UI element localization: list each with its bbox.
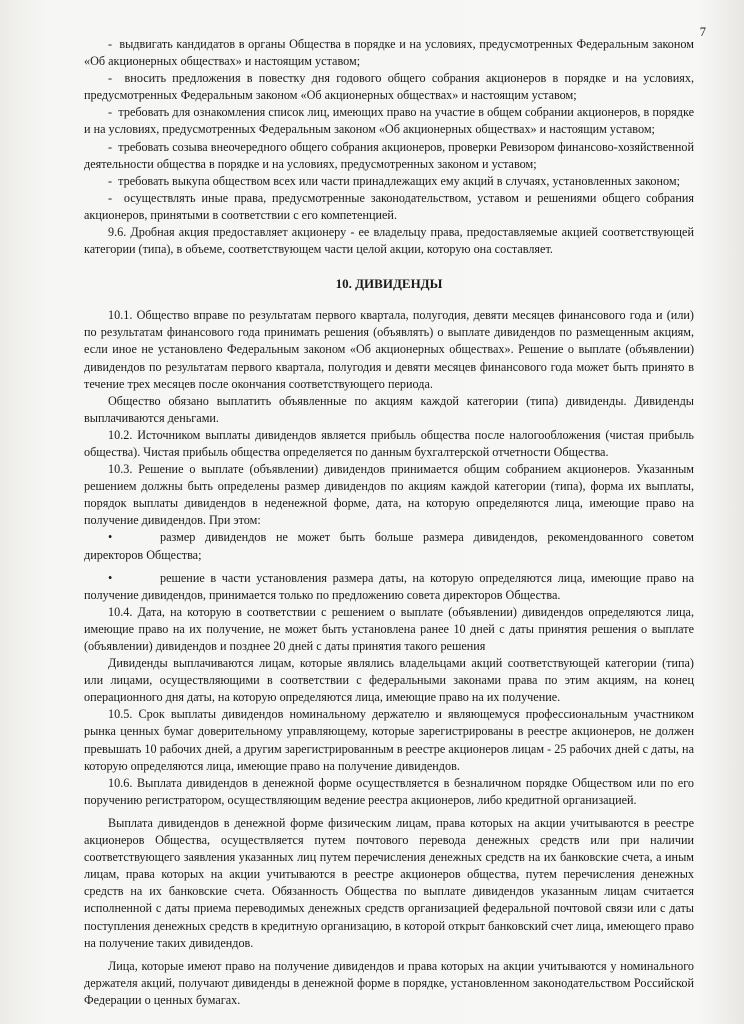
section-heading: 10. ДИВИДЕНДЫ (335, 276, 443, 292)
paragraph-10-4-recipients: Дивиденды выплачиваются лицам, которые являлись владельцами акций соответствующей категории (типа) или лицами, осуществляющими в соответствии с федеральными законами права по этим акциям, на конец операционного дня даты, на которую определяются лица, имеющие право на их получение. (84, 656, 694, 705)
shareholder-rights-list (84, 36, 694, 224)
rights-item: - выдвигать кандидатов в органы Общества в порядке и на условиях, предусмотренных Федеральным законом «Об акционерных обществах» и настоящим уставом; (84, 37, 694, 69)
rights-item: - требовать созыва внеочередного общего собрания акционеров, проверки Ревизором финансово-хозяйственной деятельности общества в порядке и на условиях, предусмотренных законом и уставом; (84, 139, 694, 171)
bullet-marker: • (108, 530, 113, 545)
bullet-item (84, 529, 694, 563)
paragraph-10-3: 10.3. Решение о выплате (объявлении) дивидендов принимается общим собранием акционеров. Указанным решением должны быть определены размер дивидендов по акциям каждой категории (типа), форма их выплаты, порядок выплаты дивидендов в неденежной форме, дата, на которую определяются лица, имеющие право на получение дивидендов. При этом: (84, 462, 694, 528)
paragraph-10-1-obligation: Общество обязано выплатить объявленные по акциям каждой категории (типа) дивиденды. Дивиденды выплачиваются деньгами. (84, 393, 694, 425)
bullet-text: размер дивидендов не может быть больше размера дивидендов, рекомендованного советом директоров Общества; (84, 530, 694, 562)
bullet-text: решение в части установления размера даты, на которую определяются лица, имеющие право на получение дивидендов, принимается только по предложению совета директоров Общества. (84, 570, 694, 602)
rights-item: - требовать для ознакомления список лиц, имеющих право на участие в общем собрании акционеров, в порядке и на условиях, предусмотренных Федеральным законом «Об акционерных обществах» и настоящим уставом; (84, 105, 694, 137)
paragraph-10-6: 10.6. Выплата дивидендов в денежной форме осуществляется в безналичном порядке Обществом или по его поручению регистратором, осуществляющим ведение реестра акционеров, либо кредитной организацией. (84, 775, 694, 807)
paragraph-10-5: 10.5. Срок выплаты дивидендов номинальному держателю и являющемуся профессиональным участником рынка ценных бумаг доверительному управляющему, которые зарегистрированы в реестре акционеров, не должен превышать 10 рабочих дней, а другим зарегистрированным в реестре акционеров лицам - 25 рабочих дней с даты, на которую определяются лица, имеющие право на получение дивидендов. (84, 707, 694, 773)
paragraph-10-2: 10.2. Источником выплаты дивидендов является прибыль общества после налогообложения (чистая прибыль общества). Чистая прибыль общества определяется по данным бухгалтерской отчетности Общества. (84, 427, 694, 459)
paragraph-10-6-nominee: Лица, которые имеют право на получение дивидендов и права которых на акции учитываются у номинального держателя акций, получают дивиденды в денежной форме в порядке, установленном законодательством Российской Федерации о ценных бумагах. (84, 958, 694, 1007)
paragraph-10-1: 10.1. Общество вправе по результатам первого квартала, полугодия, девяти месяцев финансового года и (или) по результатам финансового года принимать решения (объявлять) о выплате дивидендов по размещенным акциям, если иное не установлено Федеральным законом «Об акционерных обществах». Решение о выплате (объявлении) дивидендов по результатам первого квартала, полугодия и девяти месяцев финансового года может быть принято в течение трех месяцев после окончания соответствующего периода. (84, 308, 694, 391)
paragraph-10-6-individuals: Выплата дивидендов в денежной форме физическим лицам, права которых на акции учитываются в реестре акционеров Общества, осуществляется путем почтового перевода денежных средств или при наличии соответствующего заявления указанных лиц путем перечисления денежных средств на их банковские счета, а иным лицам, права которых на акции учитываются в реестре акционеров общества, путем перечисления денежных средств на их банковские счета. Обязанность Общества по выплате дивидендов указанным лицам считается исполненной с даты приема переводимых денежных средств организацией федеральной почтовой связи или с даты поступления денежных средств в кредитную организацию, в которой открыт банковский счет лица, имеющего право на получение таких дивидендов. (84, 815, 694, 950)
page-number: 7 (699, 25, 706, 39)
paragraph-9-6: 9.6. Дробная акция предоставляет акционеру - ее владельцу права, предоставляемые акцией соответствующей категории (типа), в объеме, соответствующем части целой акции, которую она составляет. (84, 225, 694, 257)
bullet-marker: • (108, 570, 113, 585)
paragraph-10-4: 10.4. Дата, на которую в соответствии с решением о выплате (объявлении) дивидендов определяются лица, имеющие право на их получение, не может быть установлена ранее 10 дней с даты принятия решения о выплате (объявлении) дивидендов и позднее 20 дней с даты принятия такого решения (84, 604, 694, 653)
rights-item: - вносить предложения в повестку дня годового общего собрания акционеров в порядке и на условиях, предусмотренных Федеральным законом «Об акционерных обществах» и настоящим уставом; (84, 71, 694, 103)
bullet-item (84, 570, 694, 604)
rights-item: - требовать выкупа обществом всех или части принадлежащих ему акций в случаях, установленных законом; (108, 173, 681, 188)
rights-item: - осуществлять иные права, предусмотренные законодательством, уставом и решениями общего собрания акционеров, принятыми в соответствии с его компетенцией. (84, 190, 694, 222)
